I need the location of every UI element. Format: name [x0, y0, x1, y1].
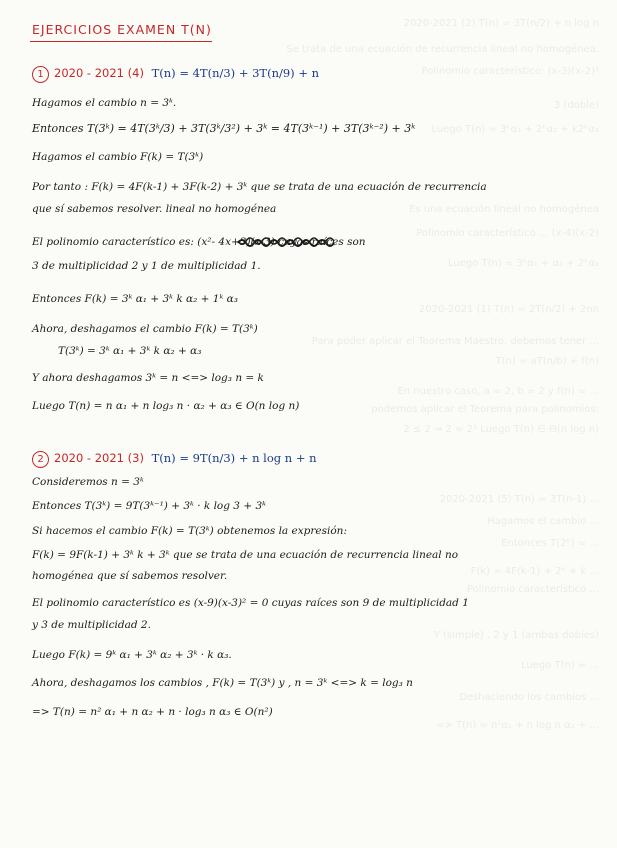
section-1-line: Ahora, deshagamos el cambio F(k) = T(3ᵏ) — [32, 323, 258, 335]
section-1-line: Entonces F(k) = 3ᵏ α₁ + 3ᵏ k α₂ + 1ᵏ α₃ — [32, 293, 238, 305]
ghost-line: => T(n) = n²α₁ + n log n α₂ + ... — [436, 720, 599, 731]
scribble-icon — [236, 237, 336, 247]
ghost-line: Polinomio característico ... — [466, 584, 599, 595]
section-2-line: El polinomio característico es (x-9)(x-3)² = 0 cuyas raíces son 9 de multiplicidad 1 — [32, 597, 469, 609]
ghost-line: Hagamos el cambio ... — [487, 516, 599, 527]
ghost-line: Luego T(n) = 3ᵏα₁ + α₂ + 2ᵏα₃ — [447, 258, 599, 269]
section-2-line: => T(n) = n² α₁ + n α₂ + n · log₃ n α₃ ∈ O(n²) — [32, 706, 273, 718]
ghost-line: Deshaciendo los cambios ... — [459, 692, 599, 703]
section-2-line: homogénea que sí sabemos resolver. — [32, 570, 228, 582]
section-2-line: y 3 de multiplicidad 2. — [32, 619, 151, 631]
section-1-line: Entonces T(3ᵏ) = 4T(3ᵏ/3) + 3T(3ᵏ/3²) + 3ᵏ = 4T(3ᵏ⁻¹) + 3T(3ᵏ⁻²) + 3ᵏ — [32, 122, 416, 135]
ghost-line: F(k) = 4F(k-1) + 2ᵏ + k ... — [470, 566, 599, 577]
section-1-line: Y ahora deshagamos 3ᵏ = n <=> log₃ n = k — [32, 372, 264, 384]
section-1-line: Hagamos el cambio n = 3ᵏ. — [32, 97, 177, 109]
section-1-line-with-crossout: El polinomio característico es: (x²- 4x+3)(x-3) cuyas raíces son — [32, 236, 366, 248]
section-2-line: Luego F(k) = 9ᵏ α₁ + 3ᵏ α₂ + 3ᵏ · k α₃. — [32, 649, 232, 661]
section-number-badge: 2 — [32, 451, 49, 468]
section-year: 2020 - 2021 (3) — [54, 451, 144, 465]
ghost-line: Luego T(n) = ... — [520, 660, 599, 671]
title-underline — [30, 41, 212, 42]
ghost-line: T(n) = aT(n/b) + f(n) — [495, 356, 599, 367]
section-equation: T(n) = 4T(n/3) + 3T(n/9) + n — [151, 66, 320, 80]
ghost-line: Y (simple) , 2 y 1 (ambas dobles) — [433, 630, 599, 641]
section-1-line: Luego T(n) = n α₁ + n log₃ n · α₂ + α₃ ∈ O(n log n) — [32, 400, 300, 412]
section-year: 2020 - 2021 (4) — [54, 66, 144, 80]
section-1-line: T(3ᵏ) = 3ᵏ α₁ + 3ᵏ k α₂ + α₃ — [58, 345, 202, 357]
ghost-line: 3 (doble) — [553, 100, 599, 111]
section-1-line: Por tanto : F(k) = 4F(k-1) + 3F(k-2) + 3ᵏ que se trata de una ecuación de recurrencia — [32, 181, 487, 193]
section-1-header — [32, 66, 319, 83]
page-title: EJERCICIOS EXAMEN T(N) — [32, 22, 212, 37]
ghost-line: Polinomio característico ... (x-4)(x-2) — [416, 228, 599, 239]
section-2-line: F(k) = 9F(k-1) + 3ᵏ k + 3ᵏ que se trata de una ecuación de recurrencia lineal no — [32, 549, 459, 561]
section-2-line: Entonces T(3ᵏ) = 9T(3ᵏ⁻¹) + 3ᵏ · k log 3 + 3ᵏ — [32, 500, 266, 512]
ghost-line: 2 ≤ 2 ⇒ 2 = 2¹ Luego T(n) ∈ Θ(n log n) — [403, 424, 599, 435]
ghost-line: 2020-2021 (5) T(n) = 3T(n-1) ... — [439, 494, 599, 505]
section-equation: T(n) = 9T(n/3) + n log n + n — [151, 451, 317, 465]
ghost-line: Polinomio característico: (x-3)(x-2)² — [421, 66, 599, 77]
section-1-line: 3 de multiplicidad 2 y 1 de multiplicidad 1. — [32, 260, 261, 272]
section-2-line: Consideremos n = 3ᵏ — [32, 476, 144, 488]
crossout-scribble — [236, 236, 339, 249]
ghost-line: podemos aplicar el Teorema para polinomios: — [371, 404, 599, 415]
section-2-header — [32, 451, 317, 468]
ghost-line: 2020-2021 (2) T(n) = 3T(n/2) + n log n — [403, 18, 599, 29]
section-2-line: Ahora, deshagamos los cambios , F(k) = T(3ᵏ) y , n = 3ᵏ <=> k = log₃ n — [32, 677, 413, 689]
section-2-line: Si hacemos el cambio F(k) = T(3ᵏ) obtenemos la expresión: — [32, 525, 347, 537]
ghost-line: Luego T(n) = 3ᵏα₁ + 2ᵏα₂ + k2ᵏα₃ — [431, 124, 599, 135]
section-1-line: Hagamos el cambio F(k) = T(3ᵏ) — [32, 151, 204, 163]
ghost-line: Se trata de una ecuación de recurrencia lineal no homogénea. — [286, 44, 599, 55]
ghost-line: Para poder aplicar el Teorema Maestro, debemos tener ... — [311, 336, 599, 347]
ghost-line: En nuestro caso, a = 2, b = 2 y f(n) = ... — [397, 386, 599, 397]
section-number-badge: 1 — [32, 66, 49, 83]
ghost-line: Entonces T(2ᵏ) = ... — [501, 538, 599, 549]
ghost-line: Es una ecuación lineal no homogénea — [409, 204, 599, 215]
ghost-line: 2020-2021 (1) T(n) = 2T(n/2) + 2nn — [418, 304, 599, 315]
section-1-line: que sí sabemos resolver. lineal no homogénea — [32, 203, 277, 215]
